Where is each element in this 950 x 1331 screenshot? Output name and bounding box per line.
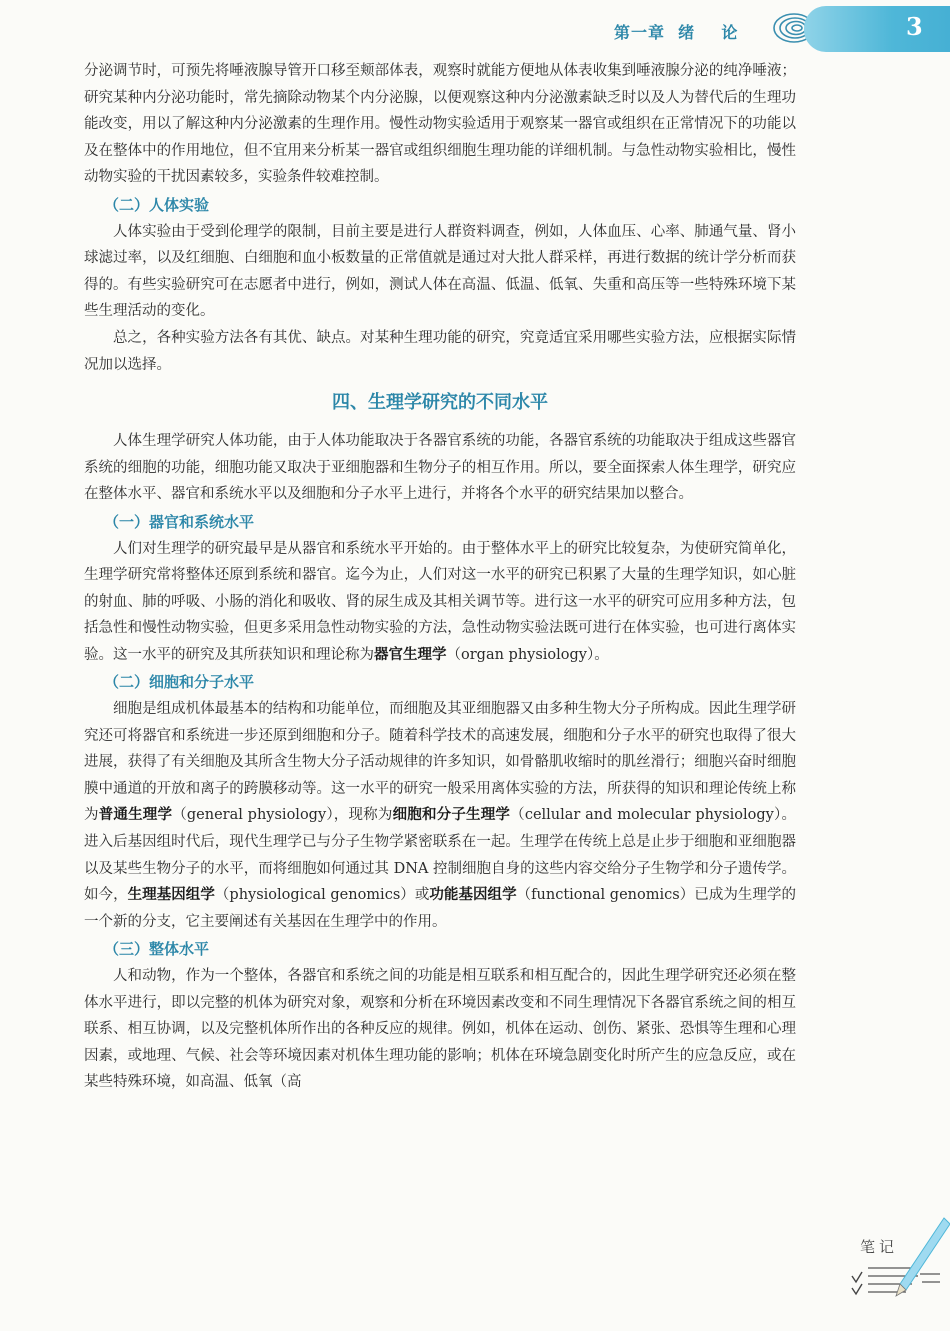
paragraph: [84, 536, 796, 669]
text-run: （cellular and molecular physiology）。进入后基因组时代后，现代生理学已与分子生物学紧密联系在一起。生理学在传统上总是止步于细胞和亚细胞器以及某些生物分子的水平，而将细胞如何通过其 DNA 控制细胞自身的这些内容交给分子生物学和分子遗传学。如今，: [84, 807, 796, 904]
paragraph: 人体实验由于受到伦理学的限制，目前主要是进行人群资料调查，例如，人体血压、心率、肺通气量、肾小球滤过率，以及红细胞、白细胞和血小板数量的正常值就是通过对大批人群采样，再进行数据的统计学分析而获得的。有些实验研究可在志愿者中进行，例如，测试人体在高温、低温、低氧、失重和高压等一些特殊环境下某些生理活动的变化。: [84, 223, 796, 320]
page-number-tab: [804, 6, 950, 52]
text-run: （functional genomics）已成为生理学的一个新的分支，它主要阐述有关基因在生理学中的作用。: [84, 887, 797, 930]
paragraph: 总之，各种实验方法各有其优、缺点。对某种生理功能的研究，究竟适宜采用哪些实验方法，应根据实际情况加以选择。: [84, 329, 796, 373]
term-physiological-genomics: 生理基因组学: [127, 886, 215, 904]
term-general-physiology: 普通生理学: [98, 806, 173, 824]
text-run: （general physiology），现称为: [172, 807, 393, 824]
text-run: （physiological genomics）或: [214, 887, 430, 904]
text-run: 人们对生理学的研究最早是从器官和系统水平开始的。由于整体水平上的研究比较复杂，为使研究简单化，生理学研究常将整体还原到系统和器官。迄今为止，人们对这一水平的研究已积累了大量的生理学知识，如心脏的射血、肺的呼吸、小肠的消化和吸收、肾的尿生成及其相关调节等。进行这一水平的研究可应用多种方法，包括急性和慢性动物实验，但更多采用急性动物实验的方法，急性动物实验法既可进行在体实验，也可进行离体实验。这一水平的研究及其所获知识和理论称为: [84, 540, 796, 663]
paragraph: 人体生理学研究人体功能，由于人体功能取决于各器官系统的功能，各器官系统的功能取决于组成这些器官系统的细胞的功能，细胞功能又取决于亚细胞器和生物分子的相互作用。所以，要全面探索人体生理学，研究应在整体水平、器官和系统水平以及细胞和分子水平上进行，并将各个水平的研究结果加以整合。: [84, 433, 796, 503]
term-cellular-molecular-physiology: 细胞和分子生理学: [392, 806, 511, 824]
text-run: 细胞是组成机体最基本的结构和功能单位，而细胞及其亚细胞器又由多种生物大分子所构成。因此生理学研究还可将器官和系统进一步还原到细胞和分子。随着科学技术的高速发展，细胞和分子水平的研究也取得了很大进展，获得了有关细胞及其所含生物大分子活动规律的许多知识，如骨骼肌收缩时的肌丝滑行；细胞兴奋时细胞膜中通道的开放和离子的跨膜移动等。这一水平的研究一般采用离体实验的方法，所获得的知识和理论传统上称为: [84, 701, 796, 824]
subheading-organ-system-level: （一）器官和系统水平: [104, 512, 255, 531]
term-functional-genomics: 功能基因组学: [429, 886, 517, 904]
page-header: [0, 0, 950, 55]
notes-margin: [846, 1210, 950, 1331]
chapter-title: 第一章 绪 论: [614, 23, 739, 42]
paragraph: 分泌调节时，可预先将唾液腺导管开口移至颊部体表，观察时就能方便地从体表收集到唾液腺分泌的纯净唾液；研究某种内分泌功能时，常先摘除动物某个内分泌腺，以便观察这种内分泌激素缺乏时以及人为替代后的生理功能改变，用以了解这种内分泌激素的生理作用。慢性动物实验适用于观察某一器官或组织在正常情况下的功能以及在整体中的作用地位，但不宜用来分析某一器官或组织细胞生理功能的详细机制。与急性动物实验相比，慢性动物实验的干扰因素较多，实验条件较难控制。: [84, 63, 796, 186]
paragraph: 人和动物，作为一个整体，各器官和系统之间的功能是相互联系和相互配合的，因此生理学研究还必须在整体水平进行，即以完整的机体为研究对象，观察和分析在环境因素改变和不同生理情况下各器官系统之间的相互联系、相互协调，以及完整机体所作出的各种反应的规律。例如，机体在运动、创伤、紧张、恐惧等生理和心理因素，或地理、气候、社会等环境因素对机体生理功能的影响；机体在环境急剧变化时所产生的应急反应，或在某些特殊环境，如高温、低氧（高: [84, 968, 796, 1091]
term-organ-physiology: 器官生理学: [374, 645, 447, 663]
page-body: [84, 58, 796, 1096]
paragraph: [84, 696, 796, 935]
notes-label: 笔记: [860, 1238, 899, 1256]
pencil-icon: [846, 1210, 950, 1331]
text-run: （organ physiology）。: [446, 646, 609, 663]
page-number: 3: [906, 12, 923, 41]
section-title: 四、生理学研究的不同水平: [332, 392, 548, 414]
subheading-whole-body-level: （三）整体水平: [104, 940, 210, 959]
subheading-cell-molecular-level: （二）细胞和分子水平: [104, 673, 255, 692]
subheading-human-experiment: （二）人体实验: [104, 195, 210, 214]
